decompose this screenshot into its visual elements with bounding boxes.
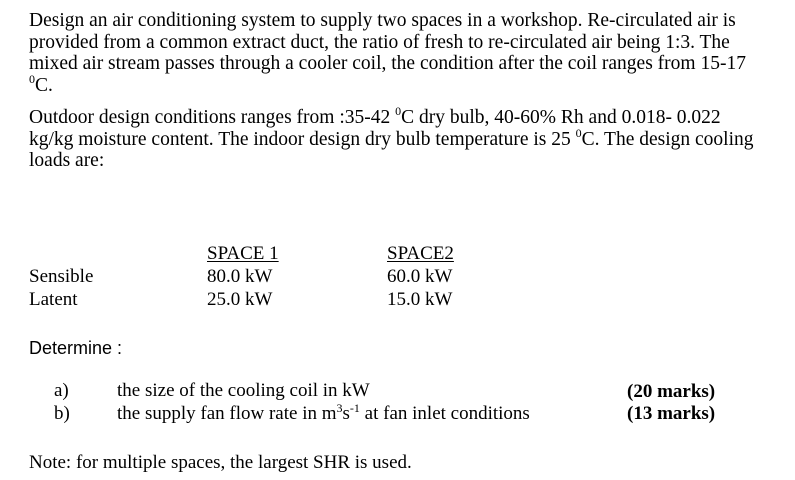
row-label-sensible: Sensible	[29, 266, 94, 287]
problem-paragraph-2	[29, 104, 769, 172]
paragraph-1-text: Design an air conditioning system to supply two spaces in a workshop. Re-circulated air is provided from a common extract duct, the ratio of fresh to re-circulated air being 1:3. The mixed air stream passes through a cooler coil, the condition after the coil ranges from 15-17	[29, 10, 746, 74]
item-text-b	[117, 403, 530, 425]
item-b-text-after: at fan inlet conditions	[359, 403, 530, 424]
item-text-a: the size of the cooling coil in kW	[117, 380, 370, 401]
row-label-latent: Latent	[29, 289, 78, 310]
item-marks-a: (20 marks)	[627, 381, 716, 402]
cell-latent-space-2: 15.0 kW	[387, 289, 453, 310]
paragraph-2-text-b: C dry bulb, 40-60% Rh and 0.018- 0.022 kg/kg moisture content. The indoor design dry bulb temperature is 25	[29, 107, 721, 150]
determine-heading: Determine :	[29, 338, 123, 358]
paragraph-1-end: C.	[35, 74, 53, 96]
cell-sensible-space-2: 60.0 kW	[387, 266, 453, 287]
item-marks-b: (13 marks)	[627, 403, 716, 424]
item-b-seconds: s	[342, 403, 350, 424]
item-b-text-before: the supply fan flow rate in m	[117, 403, 337, 424]
degree-superscript: 0	[575, 125, 582, 140]
cell-latent-space-1: 25.0 kW	[207, 289, 273, 310]
paragraph-2-text-a: Outdoor design conditions ranges from :35-42	[29, 107, 396, 128]
column-header-space-1: SPACE 1	[207, 243, 279, 264]
item-letter-b: b)	[54, 403, 70, 424]
paragraph-2-text-c: C. The design cooling loads are:	[29, 128, 754, 171]
item-letter-a: a)	[54, 380, 69, 401]
degree-superscript: 0	[29, 71, 35, 86]
cubic-superscript: 3	[336, 401, 343, 415]
problem-paragraph-1	[29, 10, 769, 96]
inverse-superscript: -1	[349, 401, 360, 415]
cell-sensible-space-1: 80.0 kW	[207, 266, 273, 287]
note-text: Note: for multiple spaces, the largest SHR is used.	[29, 452, 412, 473]
degree-superscript: 0	[395, 104, 402, 118]
column-header-space-2: SPACE2	[387, 243, 454, 264]
